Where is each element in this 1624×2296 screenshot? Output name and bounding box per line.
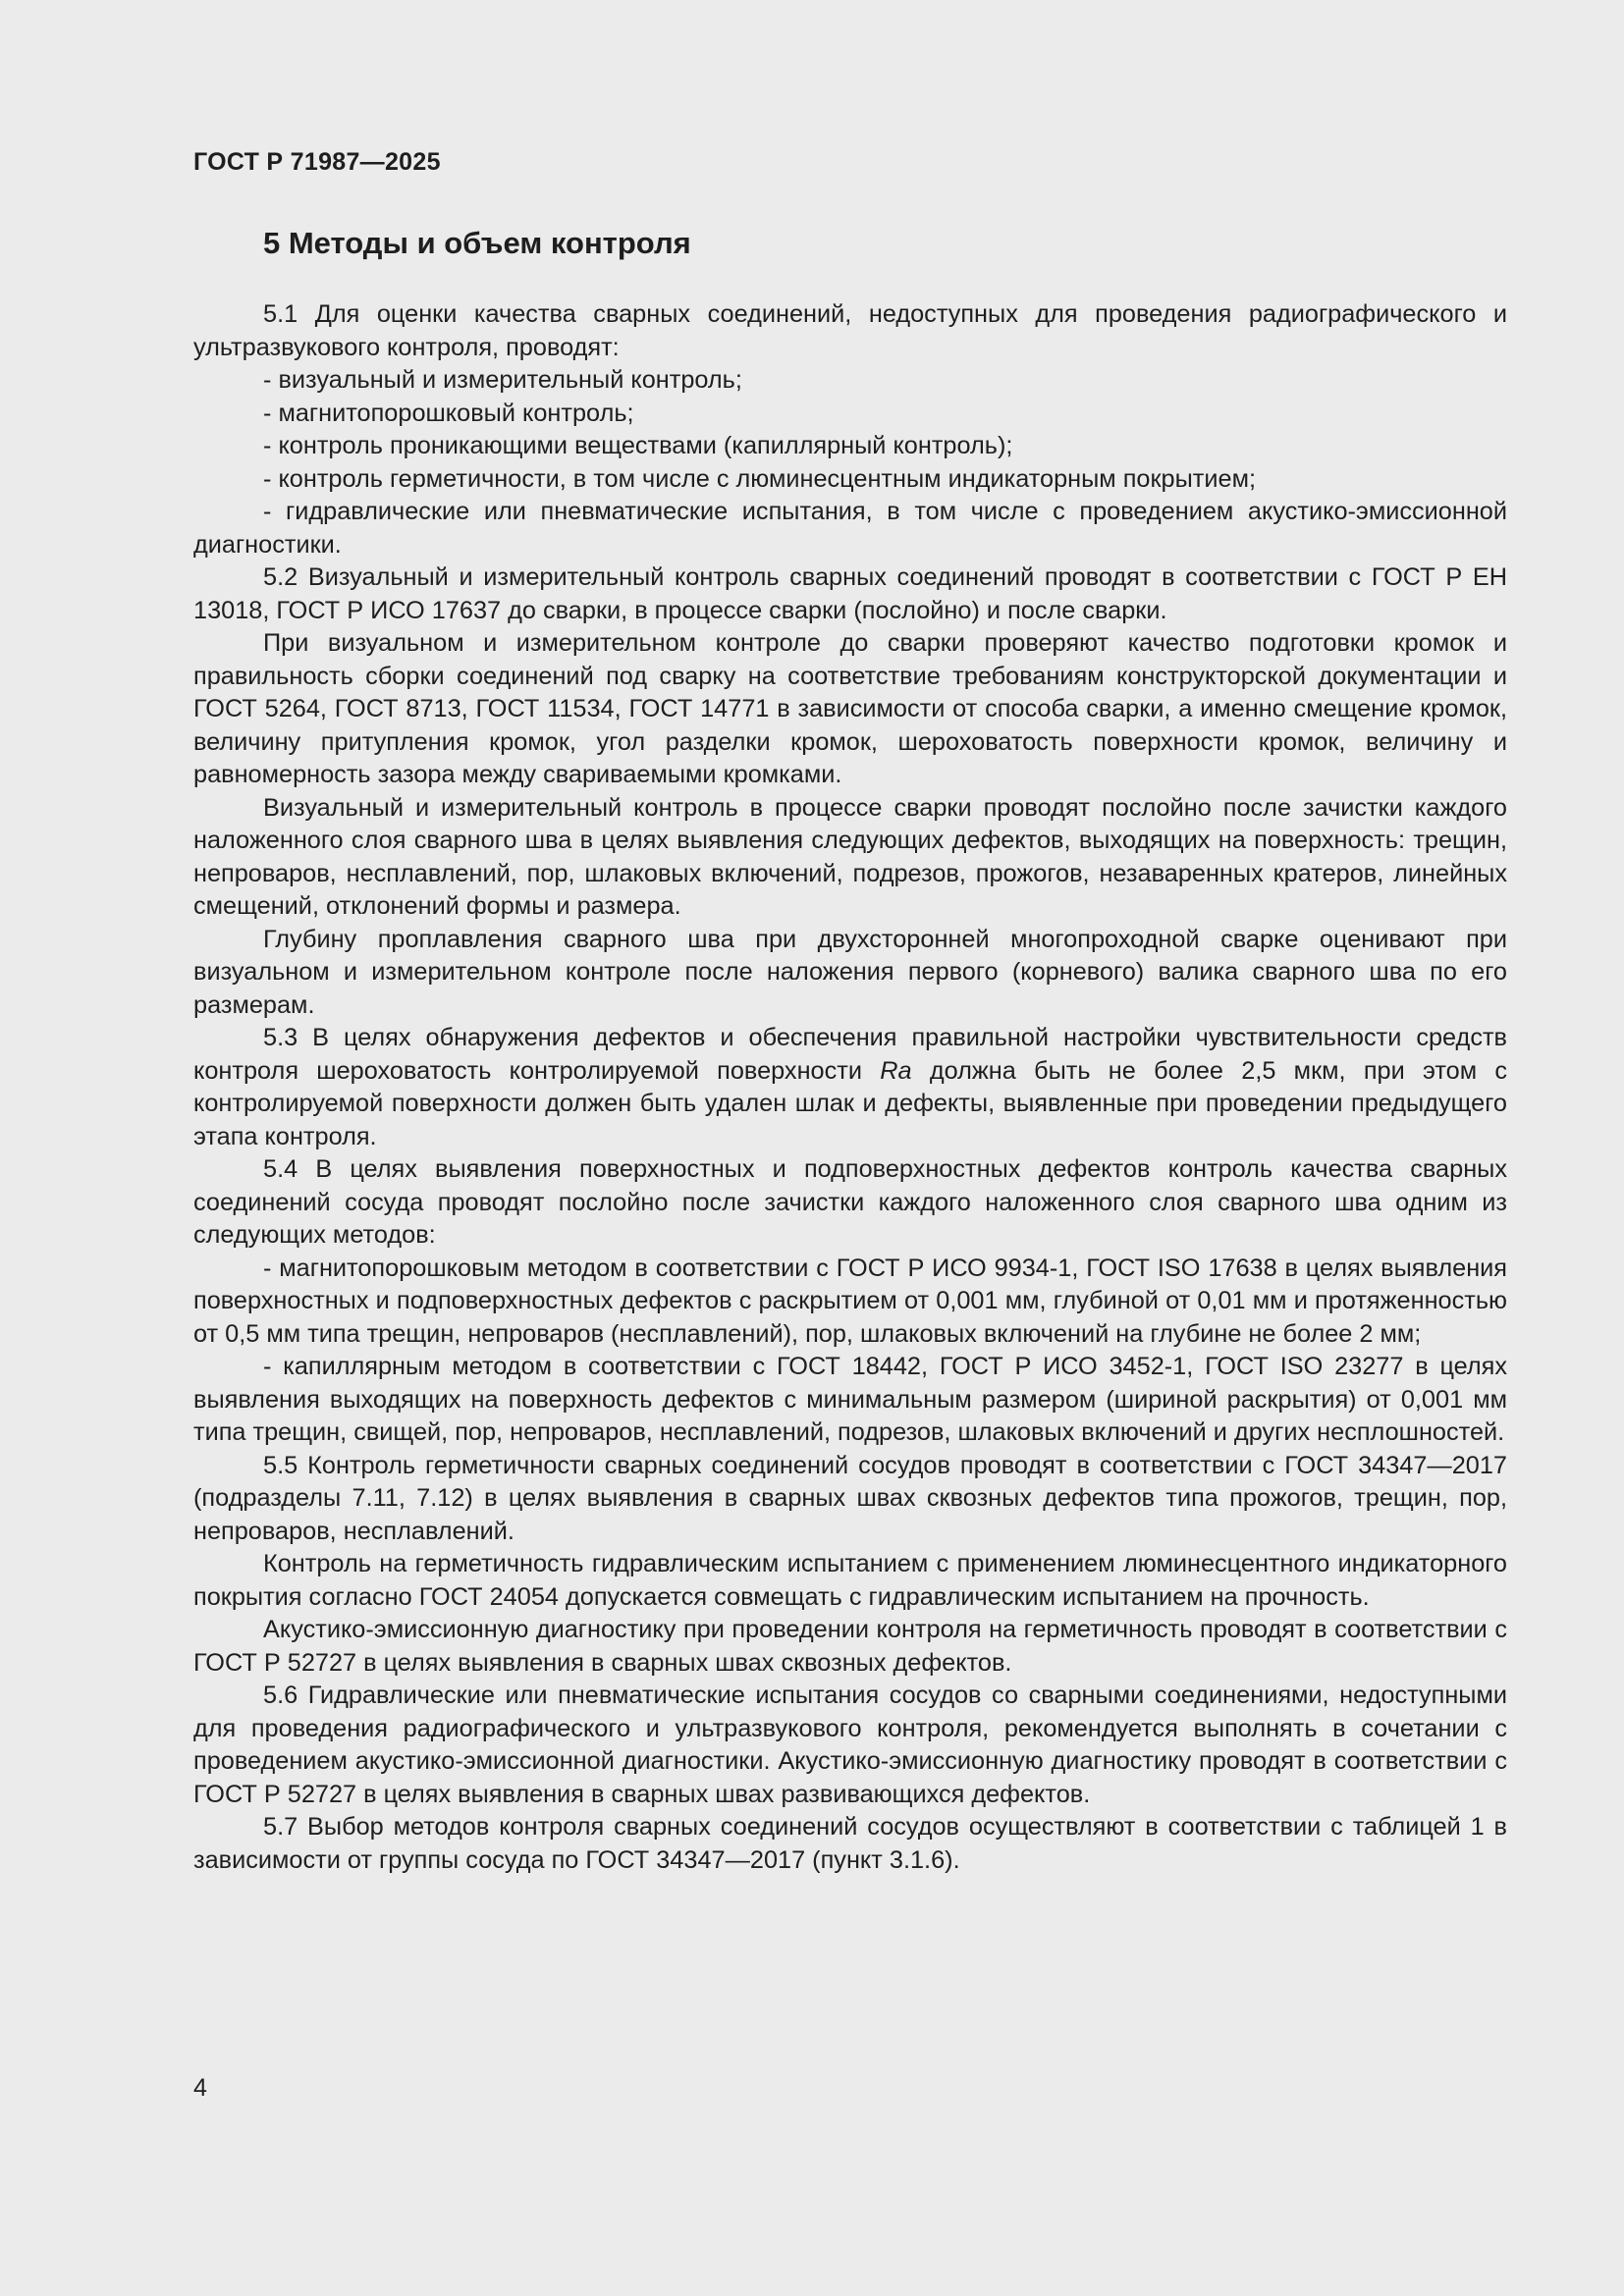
- paragraph-5-1: 5.1 Для оценки качества сварных соединений, недоступных для проведения радиографического и ультразвукового контроля, проводят:: [193, 300, 1507, 361]
- paragraph-text: 5.3 В целях обнаружения дефектов и обеспечения правильной настройки чувствительности средств контроля шероховатость контролируемой поверхности: [193, 1024, 1507, 1085]
- paragraph: При визуальном и измерительном контроле до сварки проверяют качество подготовки кромок и правильность сборки соединений под сварку на соответствие требованиям конструкторской документации и ГОСТ 5264, ГОСТ 8713, ГОСТ 11534, ГОСТ 14771 в зависимости от способа сварки, а именно смещение кромок, величину притупления кромок, угол разделки кромок, шероховатость поверхности кромок, величину и равномерность зазора между свариваемыми кромками.: [193, 629, 1507, 788]
- section-title: 5 Методы и объем контроля: [263, 226, 691, 260]
- standard-header: ГОСТ Р 71987—2025: [193, 148, 441, 176]
- paragraph-5-5: 5.5 Контроль герметичности сварных соединений сосудов проводят в соответствии с ГОСТ 34347—2017 (подразделы 7.11, 7.12) в целях выявления в сварных швах сквозных дефектов типа прожогов, трещин, пор, непроваров, несплавлений.: [193, 1451, 1507, 1545]
- paragraph-5-3: [193, 1022, 1507, 1153]
- paragraph-5-7: 5.7 Выбор методов контроля сварных соединений сосудов осуществляют в соответствии с таблицей 1 в зависимости от группы сосуда по ГОСТ 34347—2017 (пункт 3.1.6).: [193, 1813, 1507, 1874]
- roughness-symbol: Ra: [880, 1056, 912, 1085]
- section-body: [193, 298, 1507, 1877]
- page-number: 4: [193, 2074, 207, 2102]
- list-item: - капиллярным методом в соответствии с ГОСТ 18442, ГОСТ Р ИСО 3452-1, ГОСТ ISO 23277 в целях выявления выходящих на поверхность дефектов с минимальным размером (шириной раскрытия) от 0,001 мм типа трещин, свищей, пор, непроваров, несплавлений, подрезов, шлаковых включений и других несплошностей.: [193, 1353, 1507, 1446]
- list-item: - магнитопорошковым методом в соответствии с ГОСТ Р ИСО 9934-1, ГОСТ ISO 17638 в целях выявления поверхностных и подповерхностных дефектов с раскрытием от 0,001 мм, глубиной от 0,01 мм и протяженностью от 0,5 мм типа трещин, непроваров (несплавлений), пор, шлаковых включений на глубине не более 2 мм;: [193, 1254, 1507, 1348]
- list-item: - гидравлические или пневматические испытания, в том числе с проведением акустико-эмиссионной диагностики.: [193, 498, 1507, 559]
- list-item: - контроль проникающими веществами (капиллярный контроль);: [263, 432, 1013, 459]
- list-item: - контроль герметичности, в том числе с люминесцентным индикаторным покрытием;: [263, 464, 1257, 493]
- paragraph-5-4: 5.4 В целях выявления поверхностных и подповерхностных дефектов контроль качества сварных соединений сосуда проводят послойно после зачистки каждого наложенного слоя сварного шва одним из следующих методов:: [193, 1155, 1507, 1249]
- paragraph: Визуальный и измерительный контроль в процессе сварки проводят послойно после зачистки каждого наложенного слоя сварного шва в целях выявления следующих дефектов, выходящих на поверхность: трещин, непроваров, несплавлений, пор, шлаковых включений, подрезов, прожогов, незаваренных кратеров, линейных смещений, отклонений формы и размера.: [193, 793, 1507, 920]
- paragraph-5-2: 5.2 Визуальный и измерительный контроль сварных соединений проводят в соответствии с ГОСТ Р ЕН 13018, ГОСТ Р ИСО 17637 до сварки, в процессе сварки (послойно) и после сварки.: [193, 563, 1507, 624]
- list-item: - магнитопорошковый контроль;: [263, 399, 634, 427]
- paragraph: Акустико-эмиссионную диагностику при проведении контроля на герметичность проводят в соответствии с ГОСТ Р 52727 в целях выявления в сварных швах сквозных дефектов.: [193, 1616, 1507, 1677]
- paragraph: Глубину проплавления сварного шва при двухсторонней многопроходной сварке оценивают при визуальном и измерительном контроле после наложения первого (корневого) валика сварного шва по его размерам.: [193, 925, 1507, 1019]
- list-item: - визуальный и измерительный контроль;: [263, 366, 742, 394]
- paragraph-5-6: 5.6 Гидравлические или пневматические испытания сосудов со сварными соединениями, недоступными для проведения радиографического и ультразвукового контроля, рекомендуется выполнять в сочетании с проведением акустико-эмиссионной диагностики. Акустико-эмиссионную диагностику проводят в соответствии с ГОСТ Р 52727 в целях выявления в сварных швах развивающихся дефектов.: [193, 1682, 1507, 1808]
- paragraph-text: должна быть не более 2,5 мкм, при этом с контролируемой поверхности должен быть удален шлак и дефекты, выявленные при проведении предыдущего этапа контроля.: [193, 1056, 1507, 1150]
- paragraph: Контроль на герметичность гидравлическим испытанием с применением люминесцентного индикаторного покрытия согласно ГОСТ 24054 допускается совмещать с гидравлическим испытанием на прочность.: [193, 1550, 1507, 1611]
